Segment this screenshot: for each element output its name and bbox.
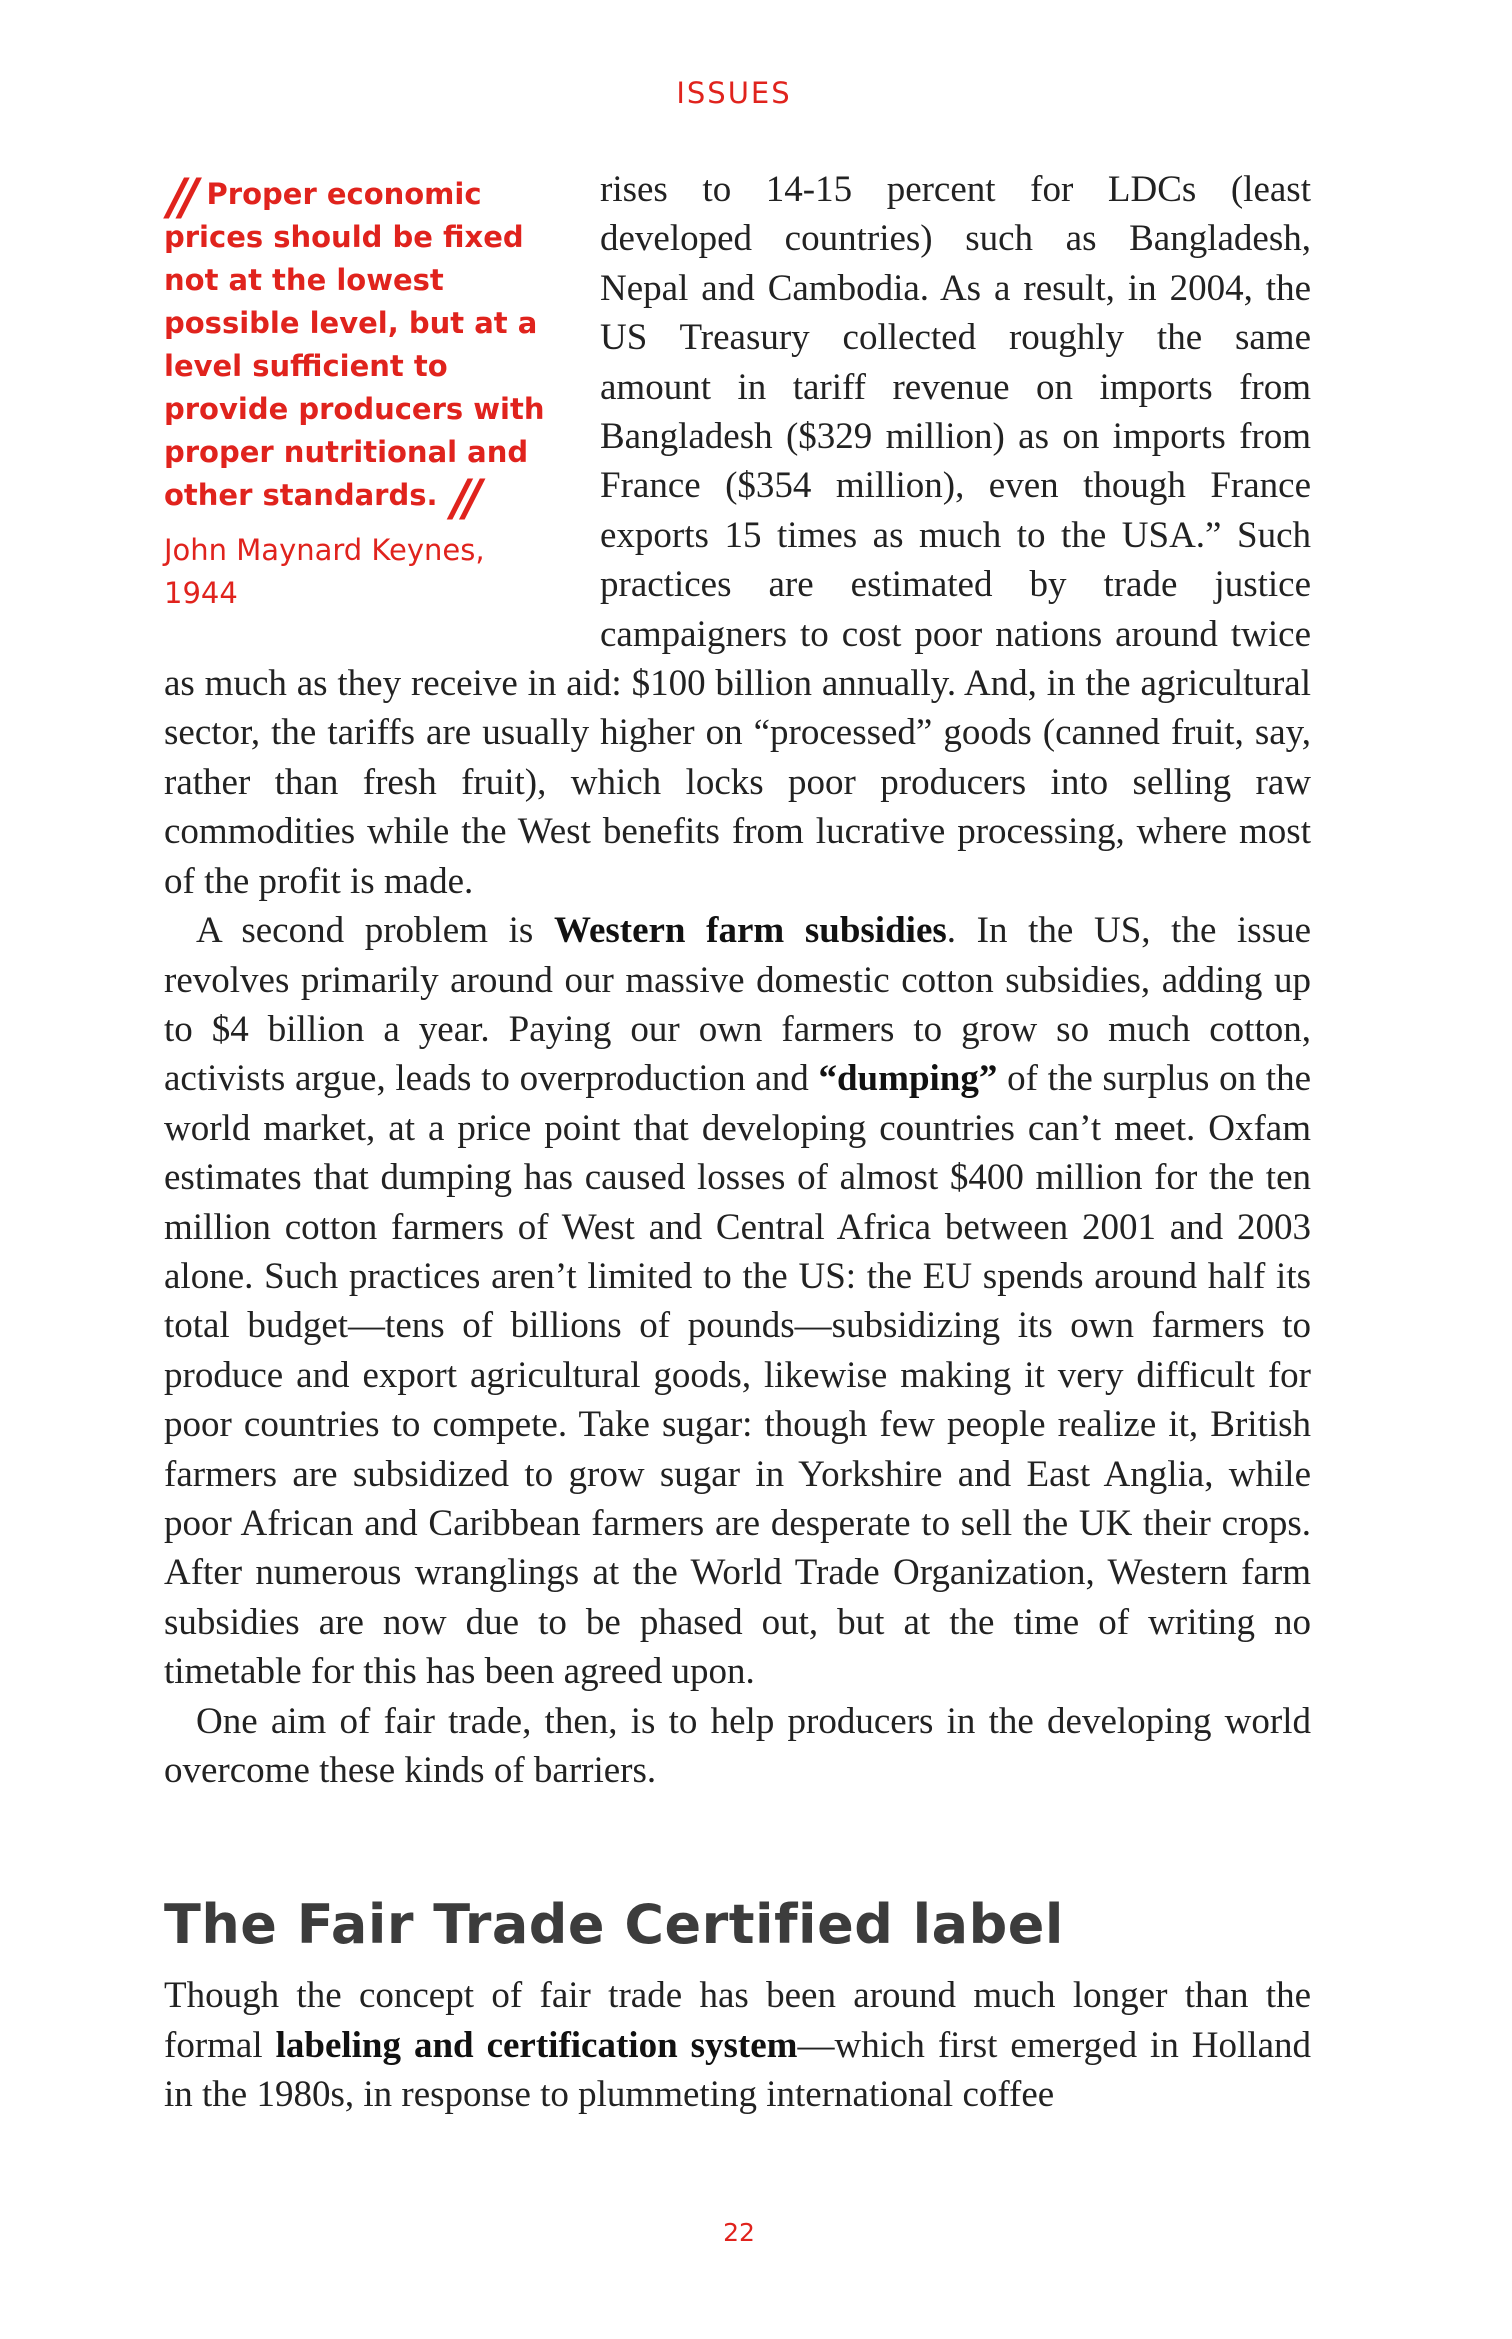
body-text bbox=[164, 165, 1311, 2120]
text-run: of the surplus on the world market, at a price point that developing countries can’t meet. Oxfam estimates that dumping has caused losses of almost $400 million for the ten million cotton farmers of West and Central Africa between 2001 and 2003 alone. Such practices aren’t limited to the US: the EU spends around half its total budget—tens of billions of pounds—subsidizing its own farmers to produce and export agricultural goods, likewise making it very difficult for poor countries to compete. Take sugar: though few people realize it, British farmers are subsidized to grow sugar in Yorkshire and East Anglia, while poor African and Caribbean farmers are desperate to sell the UK their crops. After numerous wranglings at the World Trade Organization, Western farm subsidies are now due to be phased out, but at the time of writing no timetable for this has been agreed upon. bbox=[164, 1058, 1311, 1693]
attribution-year: 1944 bbox=[164, 576, 238, 610]
close-quote-icon: // bbox=[451, 469, 477, 527]
pull-quote bbox=[164, 168, 564, 615]
text-run: A second problem is bbox=[196, 910, 554, 952]
text-run: Though the concept of fair trade has been around much longer than the formal bbox=[164, 1975, 1311, 2066]
paragraph-tariffs: rises to 14-15 percent for LDCs (least developed countries) such as Bangladesh, Nepal and Cambodia. As a result, in 2004, the US Treasury collected roughly the same amount in tariff revenue on imports from Bangladesh ($329 million) as on imports from France ($354 million), even though France exports 15 times as much to the USA.” Such practices are estimated by trade justice campaigners to cost poor nations around twice as much as they receive in aid: $100 billion annually. And, in the agricultural sector, the tariffs are usually higher on “processed” goods (canned fruit, say, rather than fresh fruit), which locks poor producers into selling raw commodities while the West benefits from lucrative processing, where most of the profit is made. bbox=[164, 169, 1311, 902]
paragraph-farm-subsidies bbox=[164, 906, 1311, 1697]
bold-term-labeling: labeling and certification system bbox=[275, 2024, 798, 2066]
paragraph-certification bbox=[164, 1971, 1311, 2119]
pull-quote-text-block bbox=[164, 168, 564, 527]
page-number: 22 bbox=[723, 2218, 755, 2247]
open-quote-icon: // bbox=[168, 168, 193, 226]
paragraph-aim: One aim of fair trade, then, is to help producers in the developing world overcome these kinds of barriers. bbox=[164, 1700, 1311, 1791]
bold-term-farm-subsidies: Western farm subsidies bbox=[553, 910, 947, 952]
section-heading: The Fair Trade Certified label bbox=[164, 1893, 1064, 1957]
running-head: ISSUES bbox=[676, 76, 792, 110]
pull-quote-text: Proper economic prices should be fixed not at the lowest possible level, but at a level sufficient to provide producers with proper nutritional and other standards. bbox=[164, 177, 545, 512]
attribution-name: John Maynard Keynes, bbox=[164, 533, 485, 567]
bold-term-dumping: “dumping” bbox=[818, 1058, 998, 1100]
text-run: . In the US, the issue revolves primarily around our massive domestic cotton subsidies, adding up to $4 billion a year. Paying our own farmers to grow so much cotton, activists argue, leads to overproduction and bbox=[164, 910, 1312, 1100]
pull-quote-attribution bbox=[164, 529, 564, 615]
text-run: —which first emerged in Holland in the 1980s, in response to plummeting international coffee bbox=[164, 2024, 1311, 2116]
